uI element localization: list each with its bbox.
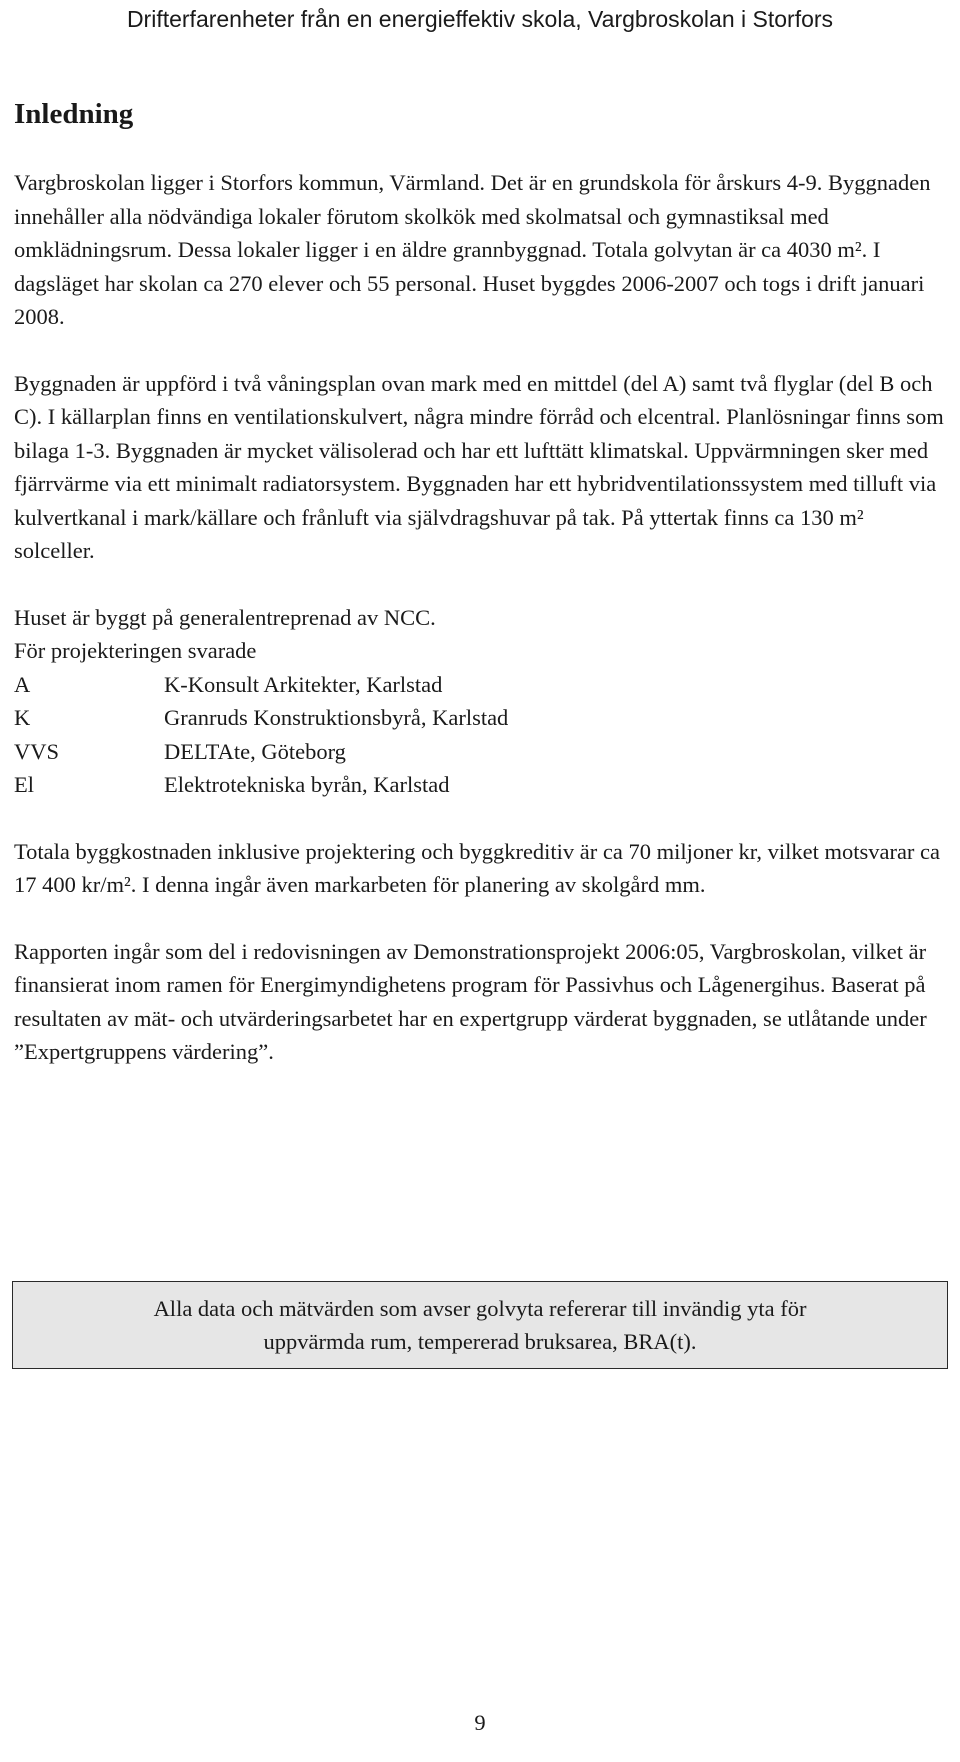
credit-row: [14, 701, 508, 735]
running-header: Drifterfarenheter från en energieffektiv skola, Vargbroskolan i Storfors: [126, 6, 834, 32]
credit-discipline: A: [14, 671, 31, 697]
paragraph-intro: Vargbroskolan ligger i Storfors kommun, Värmland. Det är en grundskola för årskurs 4-9. Byggnaden innehåller alla nödvändiga lokaler förutom skolkök med skolmatsal och gymnastiksal med omklädningsrum. Dessa lokaler ligger i en äldre grannbyggnad. Totala golvytan är ca 4030 m². I dagsläget har skolan ca 270 elever och 55 personal. Huset byggdes 2006-2007 och togs i drift januari 2008.: [14, 170, 931, 329]
design-credits-table: [14, 668, 508, 802]
note-line: Alla data och mätvärden som avser golvyta refererar till invändig yta för: [153, 1296, 807, 1321]
credit-company: Elektrotekniska byrån, Karlstad: [164, 772, 450, 797]
note-line: uppvärmda rum, tempererad bruksarea, BRA(t).: [263, 1329, 697, 1354]
credit-discipline: El: [14, 772, 34, 797]
page-number: 9: [474, 1710, 486, 1735]
paragraph-costs: Totala byggkostnaden inklusive projektering och byggkreditiv är ca 70 miljoner kr, vilket motsvarar ca 17 400 kr/m². I denna ingår även markarbeten för planering av skolgård mm.: [14, 838, 941, 897]
credit-row: [14, 668, 508, 702]
paragraph-building: Byggnaden är uppförd i två våningsplan ovan mark med en mittdel (del A) samt två flyglar (del B och C). I källarplan finns en ventilationskulvert, några mindre förråd och elcentral. Planlösningar finns som bilaga 1-3. Byggnaden är mycket välisolerad och har ett lufttätt klimatskal. Uppvärmningen sker med fjärrvärme via ett minimalt radiatorsystem. Byggnaden har ett hybridventilationssystem med tilluft via kulvertkanal i mark/källare och frånluft via självdragshuvar på tak. På yttertak finns ca 130 m² solceller.: [14, 370, 944, 563]
section-heading: Inledning: [14, 98, 134, 130]
credit-discipline: K: [14, 705, 31, 730]
credit-company: K-Konsult Arkitekter, Karlstad: [164, 671, 443, 697]
credit-row: [14, 768, 508, 802]
page-content: [14, 96, 944, 1069]
credit-discipline: VVS: [14, 738, 60, 764]
floor-area-note-box: [12, 1281, 948, 1369]
credit-row: [14, 735, 508, 769]
paragraph-report: Rapporten ingår som del i redovisningen av Demonstrationsprojekt 2006:05, Vargbroskolan, vilket är finansierat inom ramen för Energimyndighetens program för Passivhus och Lågenergihus. Baserat på resultaten av mät- och utvärderingsarbetet har en expertgrupp värderat byggnaden, se utlåtande under ”Expertgruppens värdering”.: [14, 938, 927, 1064]
paragraph-contractor: Huset är byggt på generalentreprenad av NCC.: [14, 604, 436, 630]
paragraph-design-responsibility: För projekteringen svarade: [14, 638, 257, 663]
credit-company: DELTAte, Göteborg: [164, 738, 346, 764]
credit-company: Granruds Konstruktionsbyrå, Karlstad: [164, 705, 509, 730]
